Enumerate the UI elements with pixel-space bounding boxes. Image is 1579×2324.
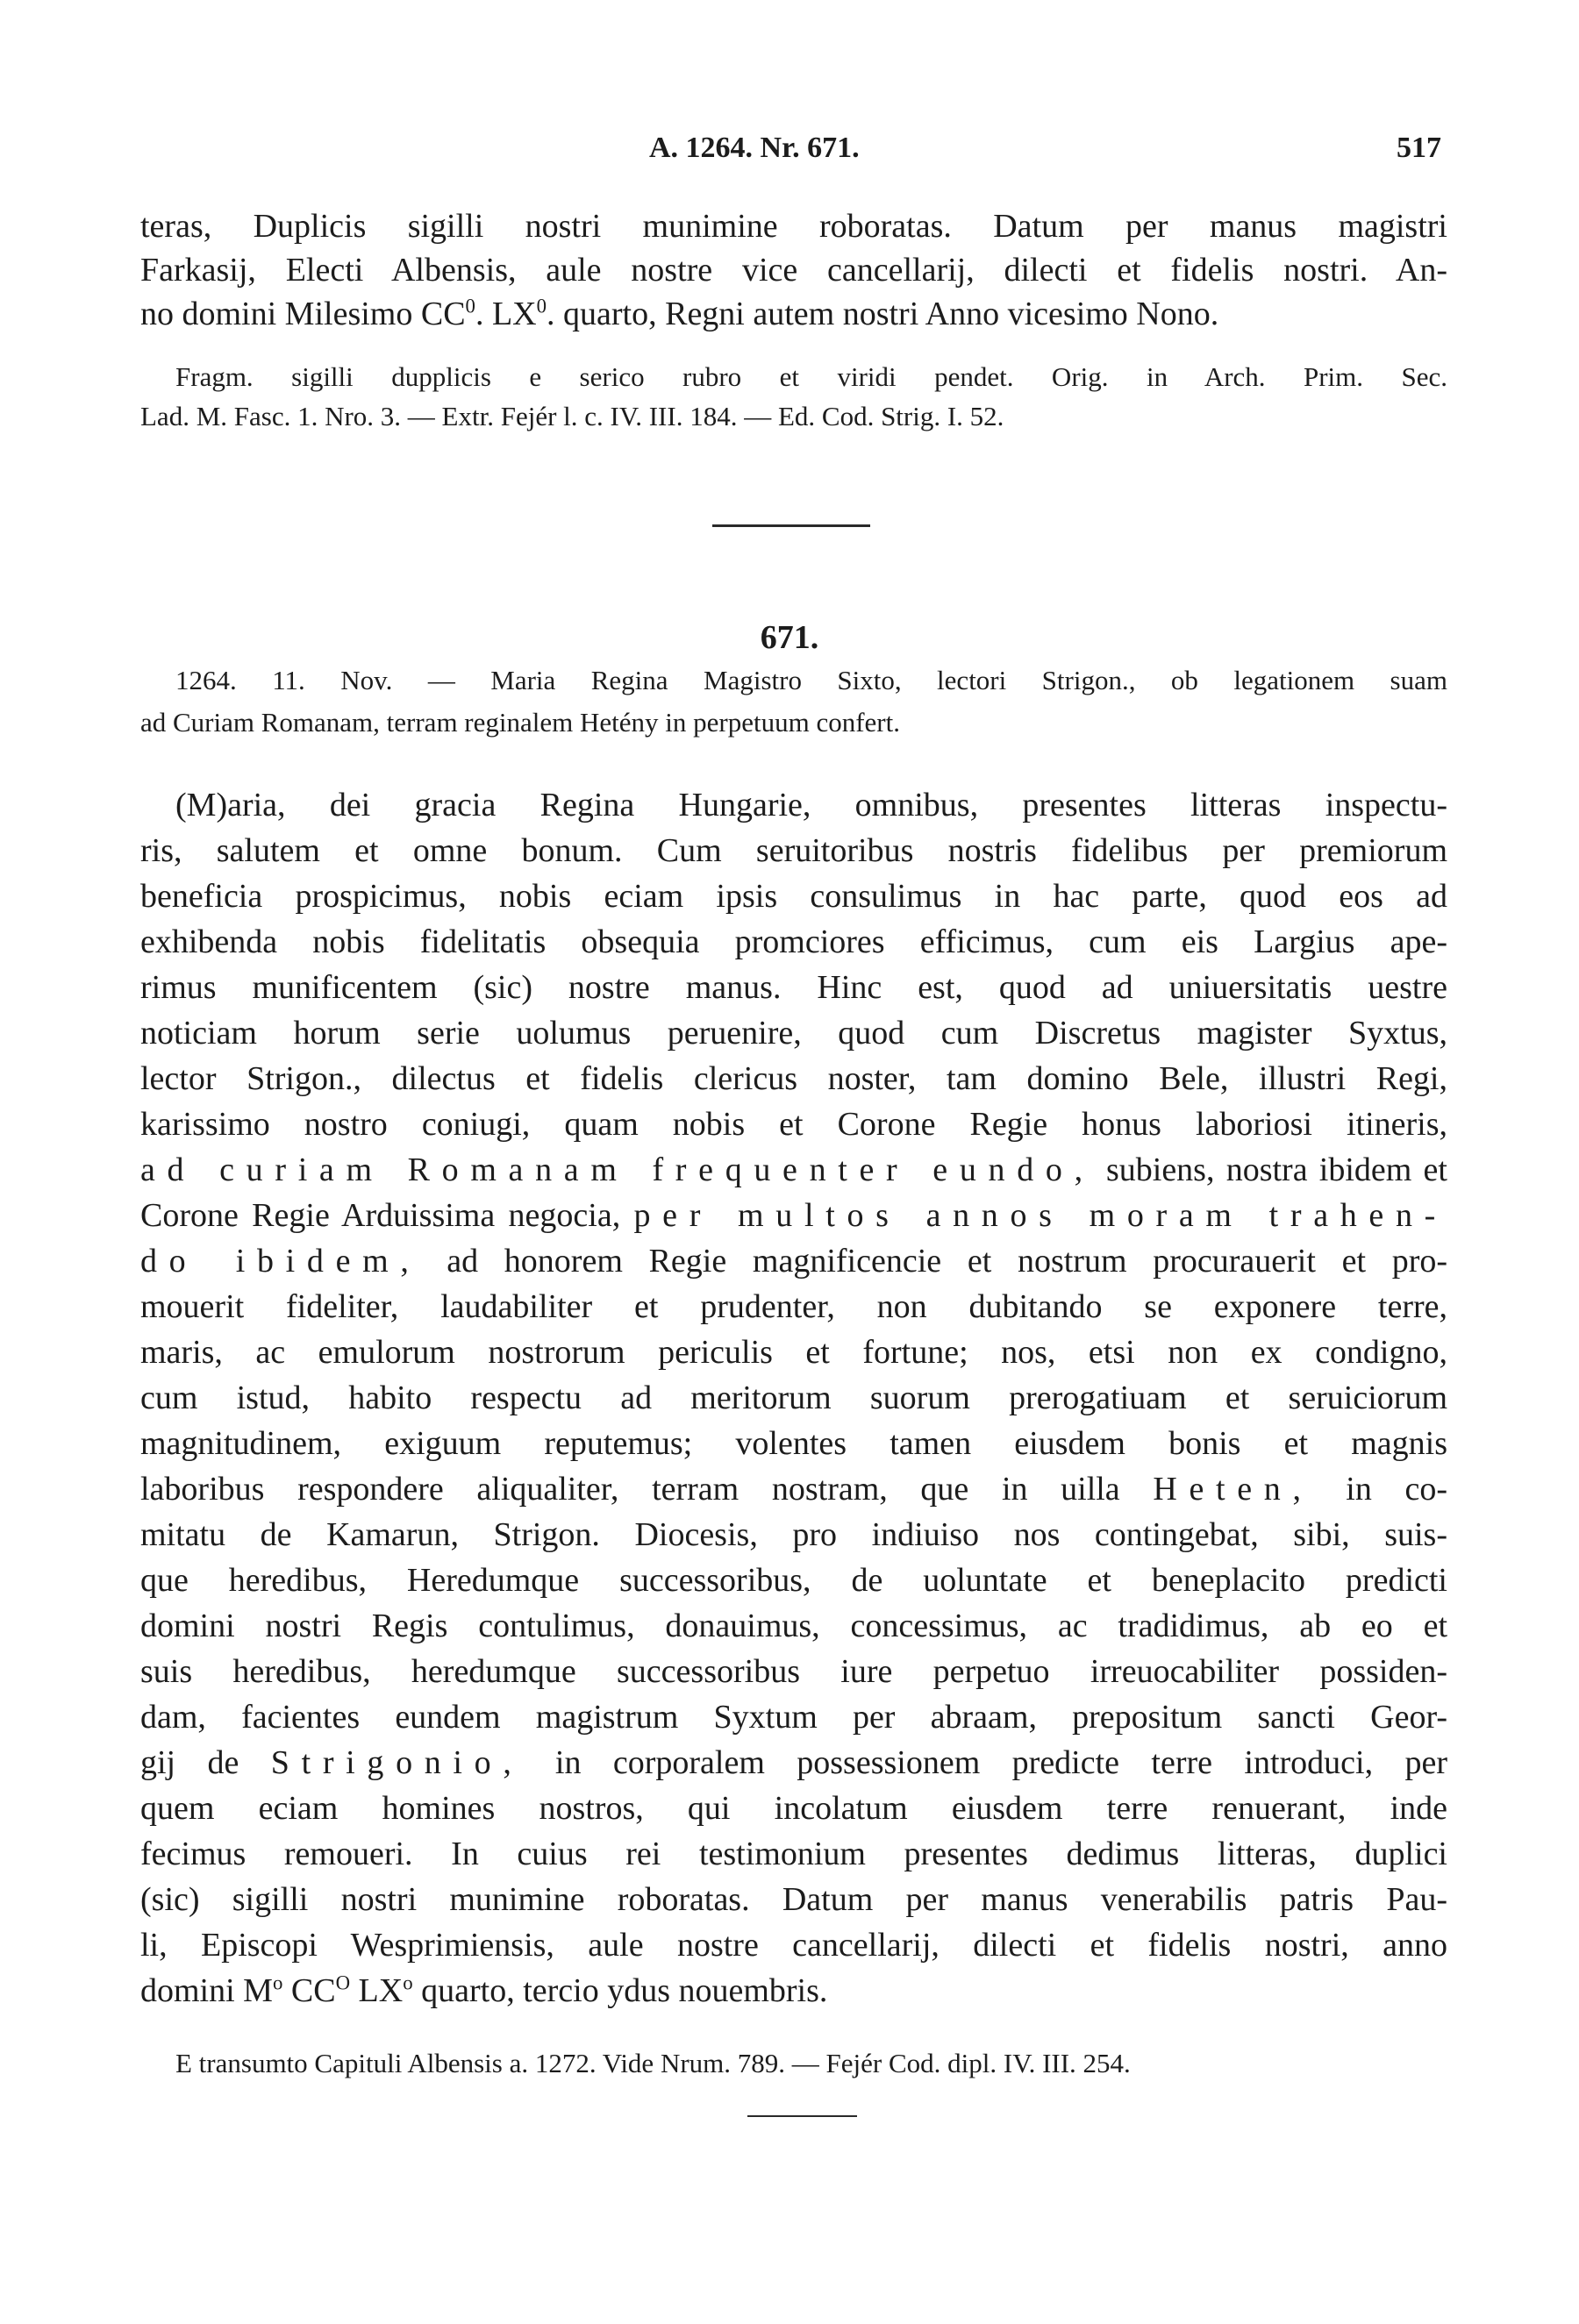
- text-line: domini nostri Regis contulimus, donauimus, concessimus, ac tradidimus, ab eo et: [140, 1608, 1447, 1644]
- prev-note-line: Fragm. sigilli dupplicis e serico rubro et viridi pendet. Orig. in Arch. Prim. Sec.: [175, 361, 1447, 392]
- text-line: suis heredibus, heredumque successoribus iure perpetuo irreuocabiliter possiden-: [140, 1653, 1447, 1690]
- text-line: li, Episcopi Wesprimiensis, aule nostre cancellarij, dilecti et fidelis nostri, anno: [140, 1927, 1447, 1964]
- text-line: quem eciam homines nostros, qui incolatum eiusdem terre renuerant, inde: [140, 1790, 1447, 1827]
- prev-note-line: Lad. M. Fasc. 1. Nro. 3. — Extr. Fejér l. c. IV. III. 184. — Ed. Cod. Strig. I. 52.: [140, 401, 1004, 431]
- text-line: que heredibus, Heredumque successoribus, de uoluntate et beneplacito predicti: [140, 1562, 1447, 1599]
- regest-line: ad Curiam Romanam, terram reginalem Hetény in perpetuum confert.: [140, 707, 900, 738]
- prev-doc-line: Farkasij, Electi Albensis, aule nostre vice cancellarij, dilecti et fidelis nostri. An-: [140, 252, 1447, 289]
- text-line: fecimus remoueri. In cuius rei testimonium presentes dedimus litteras, duplici: [140, 1836, 1447, 1872]
- section-divider: [712, 524, 870, 527]
- text-line: (sic) sigilli nostri munimine roboratas. Datum per manus venerabilis patris Pau-: [140, 1881, 1447, 1918]
- regest-line: 1264. 11. Nov. — Maria Regina Magistro Sixto, lectori Strigon., ob legationem suam: [175, 665, 1447, 695]
- text-line-spaced: gij de Strigonio, in corporalem possessionem predicte terre introduci, per: [140, 1744, 1448, 1781]
- text-line: magnitudinem, exiguum reputemus; volentes tamen eiusdem bonis et magnis: [140, 1425, 1447, 1462]
- text-line: karissimo nostro coniugi, quam nobis et Corone Regie honus laboriosi itineris,: [140, 1106, 1447, 1143]
- text-line: cum istud, habito respectu ad meritorum suorum prerogatiuam et seruiciorum: [140, 1379, 1447, 1416]
- prev-doc-line: teras, Duplicis sigilli nostri munimine roboratas. Datum per manus magistri: [140, 208, 1447, 245]
- running-header: A. 1264. Nr. 671.: [649, 132, 860, 164]
- text-line: mouerit fideliter, laudabiliter et prudenter, non dubitando se exponere terre,: [140, 1288, 1447, 1325]
- text-line: rimus munificentem (sic) nostre manus. Hinc est, quod ad uniuersitatis uestre: [140, 969, 1447, 1006]
- text-line: maris, ac emulorum nostrorum periculis et fortune; nos, etsi non ex condigno,: [140, 1334, 1447, 1371]
- text-line: ris, salutem et omne bonum. Cum seruitoribus nostris fidelibus per premiorum: [140, 832, 1447, 869]
- text-line: noticiam horum serie uolumus peruenire, quod cum Discretus magister Syxtus,: [140, 1015, 1447, 1052]
- text-line: mitatu de Kamarun, Strigon. Diocesis, pro indiuiso nos contingebat, sibi, suis-: [140, 1516, 1447, 1553]
- text-line: beneficia prospicimus, nobis eciam ipsis consulimus in hac parte, quod eos ad: [140, 878, 1447, 915]
- document-number: 671.: [760, 619, 819, 656]
- prev-doc-line-last: no domini Milesimo $CC^0$. $LX^0$. quarto, Regni autem nostri Anno vicesimo Nono.: [140, 295, 1219, 332]
- text-line-spaced: Corone Regie Arduissima negocia, per multos annos moram trahen-: [140, 1197, 1447, 1234]
- text-line: exhibenda nobis fidelitatis obsequia promciores efficimus, cum eis Largius ape-: [140, 923, 1447, 960]
- text-line-spaced: laboribus respondere aliqualiter, terram nostram, que in uilla Heten, in co-: [140, 1471, 1448, 1508]
- text-line: (M)aria, dei gracia Regina Hungarie, omnibus, presentes litteras inspectu-: [175, 787, 1447, 823]
- text-line: lector Strigon., dilectus et fidelis clericus noster, tam domino Bele, illustri Regi,: [140, 1060, 1447, 1097]
- text-line-spaced: ad curiam Romanam frequenter eundo, subiens, nostra ibidem et: [140, 1151, 1447, 1188]
- text-line-spaced: do ibidem, ad honorem Regie magnificencie et nostrum procurauerit et pro-: [140, 1243, 1448, 1280]
- source-note: E transumto Capituli Albensis a. 1272. Vide Nrum. 789. — Fejér Cod. dipl. IV. III. 254.: [175, 2048, 1131, 2078]
- end-divider: [747, 2115, 857, 2117]
- closing-line: domini $M^o$ $CC^O$ $LX^o$ quarto, tercio ydus nouembris.: [140, 1971, 828, 2009]
- text-line: dam, facientes eundem magistrum Syxtum per abraam, prepositum sancti Geor-: [140, 1699, 1447, 1736]
- page-number: 517: [1397, 132, 1441, 164]
